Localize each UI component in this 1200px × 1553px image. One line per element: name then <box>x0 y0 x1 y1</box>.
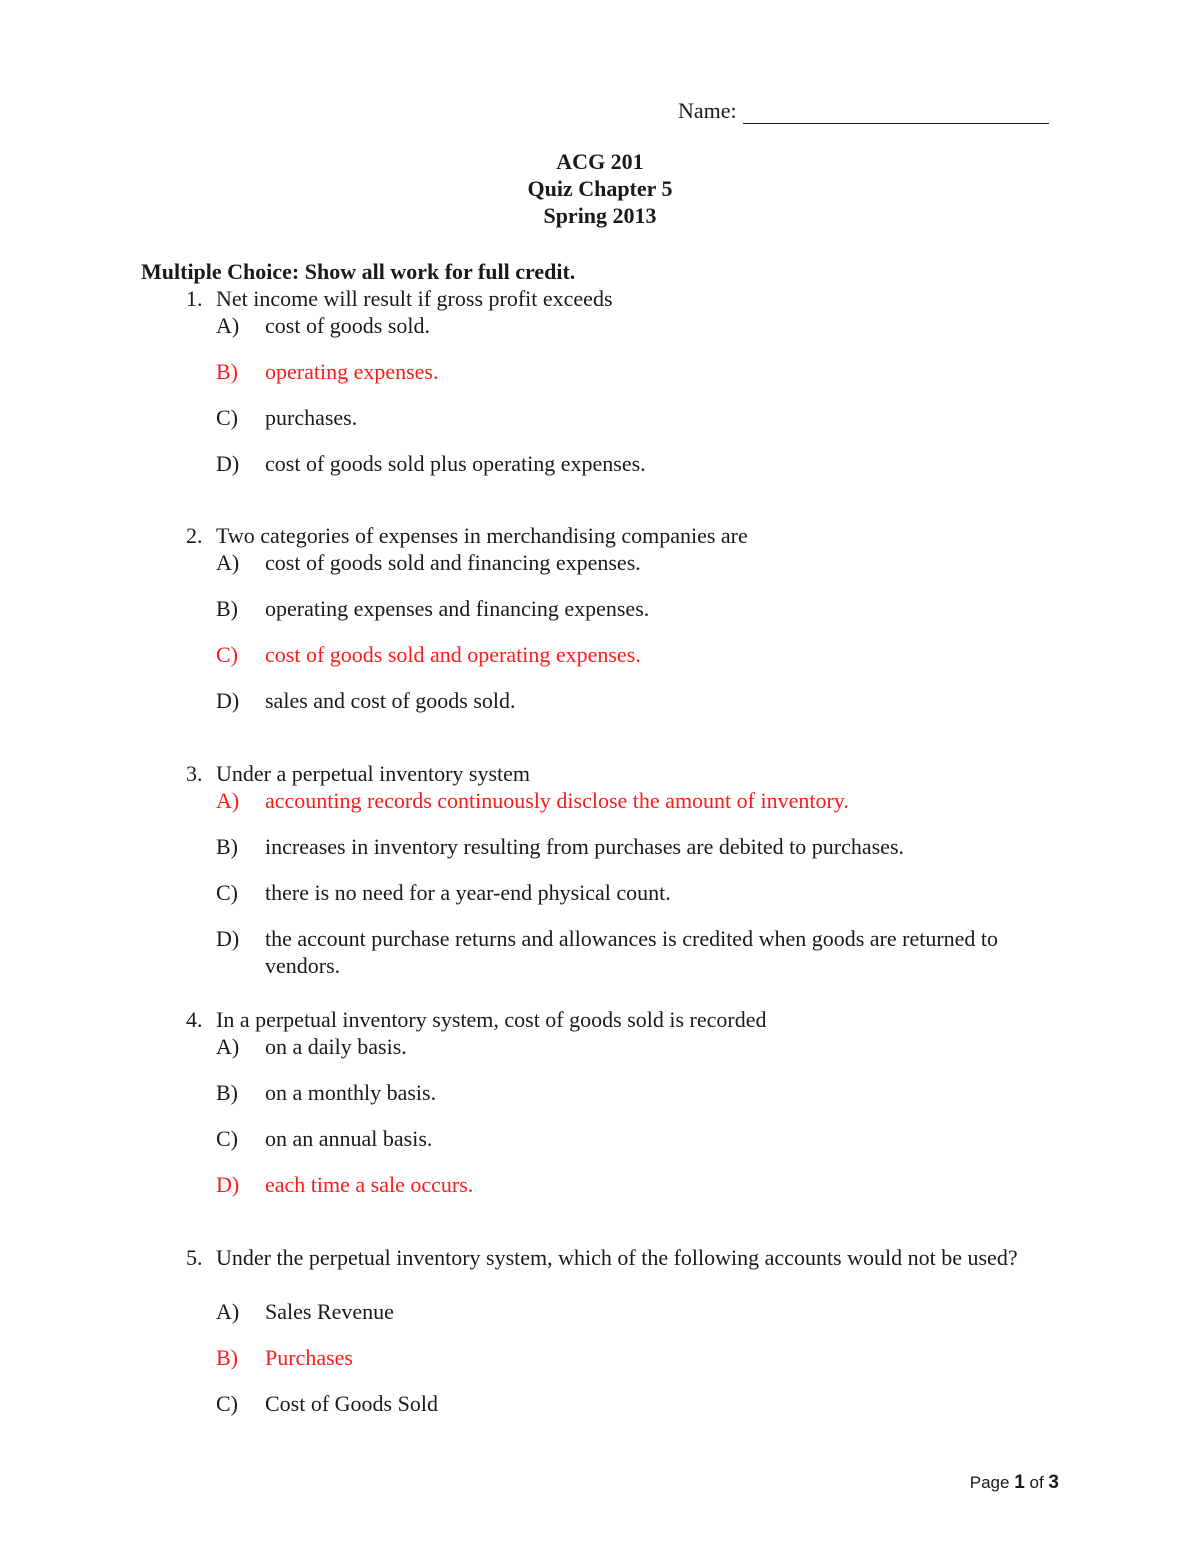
course-title: ACG 201 <box>556 149 644 174</box>
question-text: Two categories of expenses in merchandising companies are <box>216 523 748 548</box>
option-letter: D) <box>216 926 240 951</box>
question-text: Under the perpetual inventory system, which of the following accounts would not be used? <box>216 1245 1018 1270</box>
option-text: cost of goods sold. <box>265 313 430 338</box>
answer-option <box>216 833 1066 860</box>
page-word: Page <box>969 1473 1010 1492</box>
option-letter: A) <box>216 1034 240 1059</box>
option-letter: D) <box>216 1172 240 1197</box>
answer-option <box>216 1033 1066 1060</box>
question-number: 4. <box>186 1007 203 1032</box>
term-title: Spring 2013 <box>543 203 657 228</box>
answer-option-correct <box>216 1171 1066 1198</box>
answer-option <box>216 404 1066 431</box>
option-text: on an annual basis. <box>265 1126 433 1151</box>
answer-option <box>216 1298 1066 1325</box>
answer-option <box>216 1390 1066 1417</box>
option-text: on a daily basis. <box>265 1034 407 1059</box>
option-text: sales and cost of goods sold. <box>265 688 516 713</box>
question-text: In a perpetual inventory system, cost of goods sold is recorded <box>216 1007 767 1032</box>
option-letter: B) <box>216 1345 238 1370</box>
current-page-number: 1 <box>1014 1472 1025 1493</box>
option-text: the account purchase returns and allowances is credited when goods are returned to vendors. <box>265 926 999 978</box>
question-number: 2. <box>186 523 203 548</box>
option-letter: C) <box>216 1391 238 1416</box>
answer-option <box>216 1125 1066 1152</box>
name-label: Name: <box>678 98 737 123</box>
name-blank-line <box>743 99 1049 124</box>
answer-option <box>216 1079 1066 1106</box>
answer-option <box>216 879 1066 906</box>
question-stem <box>186 760 1066 787</box>
option-text: operating expenses and financing expenses. <box>265 596 650 621</box>
question-text: Net income will result if gross profit exceeds <box>216 286 613 311</box>
answer-option-correct <box>216 641 1066 668</box>
option-text: on a monthly basis. <box>265 1080 437 1105</box>
page-number-footer <box>970 1472 1059 1494</box>
option-letter: A) <box>216 1299 240 1324</box>
option-letter: A) <box>216 313 240 338</box>
option-text: each time a sale occurs. <box>265 1172 474 1197</box>
question-stem <box>186 1006 1066 1033</box>
option-letter: B) <box>216 359 238 384</box>
option-text: Purchases <box>265 1345 353 1370</box>
option-text: accounting records continuously disclose the amount of inventory. <box>265 788 849 813</box>
option-text: cost of goods sold plus operating expenses. <box>265 451 646 476</box>
answer-option <box>216 312 1066 339</box>
option-letter: A) <box>216 788 240 813</box>
total-pages-number: 3 <box>1048 1472 1059 1493</box>
option-letter: B) <box>216 1080 238 1105</box>
option-text: Cost of Goods Sold <box>265 1391 438 1416</box>
section-heading: Multiple Choice: Show all work for full credit. <box>141 259 576 284</box>
option-text: purchases. <box>265 405 358 430</box>
answer-option <box>216 687 1066 714</box>
option-letter: B) <box>216 596 238 621</box>
question-number: 5. <box>186 1245 203 1270</box>
question-number: 1. <box>186 286 203 311</box>
question-text: Under a perpetual inventory system <box>216 761 531 786</box>
answer-option-correct <box>216 358 1066 385</box>
option-letter: C) <box>216 642 238 667</box>
option-letter: D) <box>216 688 240 713</box>
option-letter: B) <box>216 834 238 859</box>
option-letter: C) <box>216 880 238 905</box>
of-word: of <box>1029 1473 1044 1492</box>
option-text: Sales Revenue <box>265 1299 394 1324</box>
quiz-title-block <box>0 148 1200 229</box>
option-letter: C) <box>216 1126 238 1151</box>
answer-option <box>216 549 1066 576</box>
option-letter: A) <box>216 550 240 575</box>
answer-option-correct <box>216 787 1066 814</box>
name-field-row <box>678 94 1049 124</box>
question-stem <box>186 522 1066 549</box>
question-stem <box>186 285 1066 312</box>
answer-option <box>216 450 1066 477</box>
question-number: 3. <box>186 761 203 786</box>
option-text: cost of goods sold and financing expenses. <box>265 550 641 575</box>
answer-option <box>216 595 1066 622</box>
option-text: operating expenses. <box>265 359 439 384</box>
option-letter: C) <box>216 405 238 430</box>
option-letter: D) <box>216 451 240 476</box>
option-text: increases in inventory resulting from purchases are debited to purchases. <box>265 834 905 859</box>
option-text: there is no need for a year-end physical count. <box>265 880 671 905</box>
answer-option <box>216 925 1066 979</box>
option-text: cost of goods sold and operating expenses. <box>265 642 641 667</box>
answer-option-correct <box>216 1344 1066 1371</box>
question-stem <box>186 1244 1066 1271</box>
quiz-title: Quiz Chapter 5 <box>527 176 673 201</box>
